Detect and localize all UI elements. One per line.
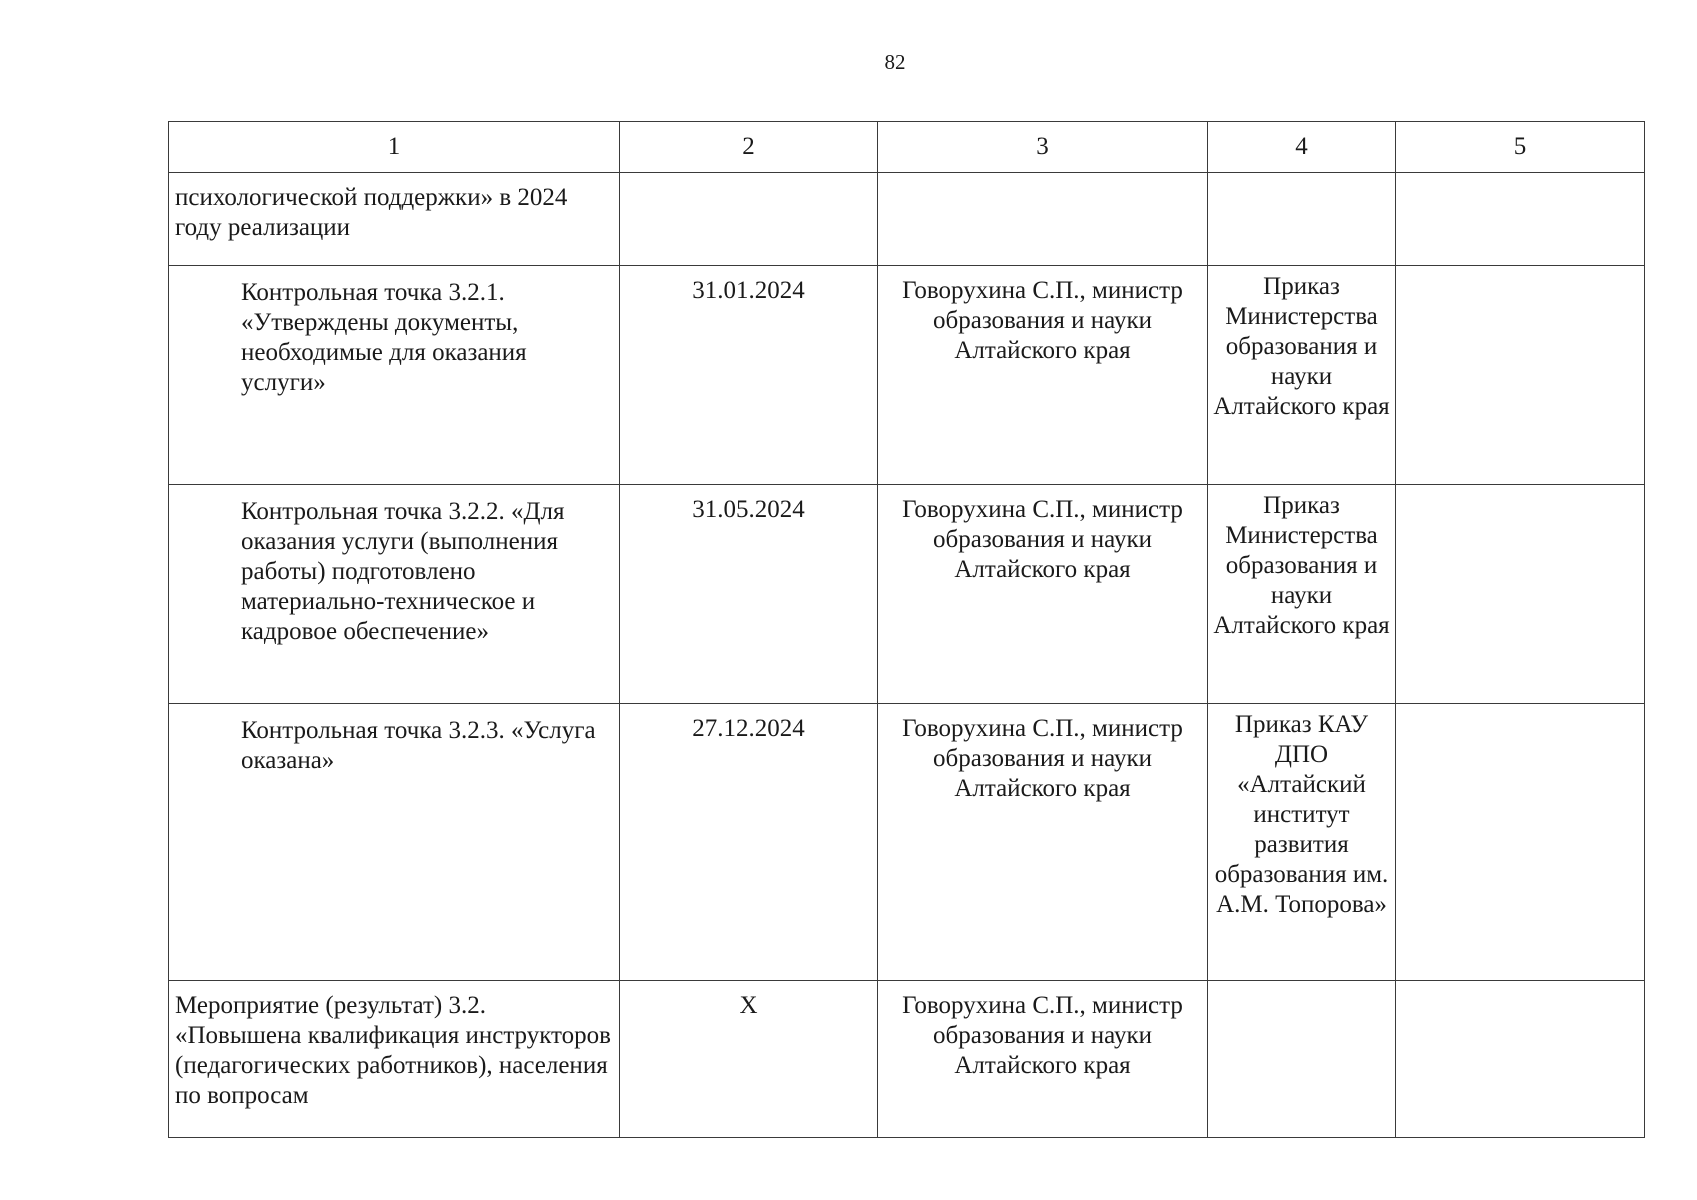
responsible-cell: Говорухина С.П., министр образования и науки Алтайского края bbox=[878, 704, 1208, 981]
header-cell-1: 1 bbox=[169, 122, 620, 173]
document-cell: Приказ Министерства образования и науки Алтайского края bbox=[1208, 266, 1396, 485]
date-cell: 27.12.2024 bbox=[620, 704, 878, 981]
date-cell bbox=[620, 173, 878, 266]
table-row bbox=[169, 485, 1645, 704]
activity-cell: Контрольная точка 3.2.1. «Утверждены документы, необходимые для оказания услуги» bbox=[169, 266, 620, 485]
header-cell-3: 3 bbox=[878, 122, 1208, 173]
responsible-cell bbox=[878, 173, 1208, 266]
table-row bbox=[169, 266, 1645, 485]
date-cell: Х bbox=[620, 981, 878, 1138]
table-row bbox=[169, 173, 1645, 266]
note-cell bbox=[1396, 981, 1645, 1138]
note-cell bbox=[1396, 485, 1645, 704]
activity-cell: Мероприятие (результат) 3.2. «Повышена квалификация инструкторов (педагогических работников), населения по вопросам bbox=[169, 981, 620, 1138]
note-cell bbox=[1396, 266, 1645, 485]
header-cell-2: 2 bbox=[620, 122, 878, 173]
note-cell bbox=[1396, 173, 1645, 266]
responsible-cell: Говорухина С.П., министр образования и науки Алтайского края bbox=[878, 266, 1208, 485]
document-cell bbox=[1208, 981, 1396, 1138]
activity-cell: Контрольная точка 3.2.2. «Для оказания услуги (выполнения работы) подготовлено материально-техническое и кадровое обеспечение» bbox=[169, 485, 620, 704]
responsible-cell: Говорухина С.П., министр образования и науки Алтайского края bbox=[878, 981, 1208, 1138]
document-cell bbox=[1208, 173, 1396, 266]
header-cell-5: 5 bbox=[1396, 122, 1645, 173]
note-cell bbox=[1396, 704, 1645, 981]
document-cell: Приказ КАУ ДПО «Алтайский институт развития образования им. А.М. Топорова» bbox=[1208, 704, 1396, 981]
header-cell-4: 4 bbox=[1208, 122, 1396, 173]
activity-cell: Контрольная точка 3.2.3. «Услуга оказана» bbox=[169, 704, 620, 981]
table-row bbox=[169, 704, 1645, 981]
document-cell: Приказ Министерства образования и науки Алтайского края bbox=[1208, 485, 1396, 704]
page-number: 82 bbox=[884, 50, 906, 74]
responsible-cell: Говорухина С.П., министр образования и науки Алтайского края bbox=[878, 485, 1208, 704]
plan-table bbox=[168, 121, 1645, 1138]
header-row bbox=[169, 122, 1645, 173]
activity-cell: психологической поддержки» в 2024 году реализации bbox=[169, 173, 620, 266]
date-cell: 31.01.2024 bbox=[620, 266, 878, 485]
date-cell: 31.05.2024 bbox=[620, 485, 878, 704]
table-row bbox=[169, 981, 1645, 1138]
